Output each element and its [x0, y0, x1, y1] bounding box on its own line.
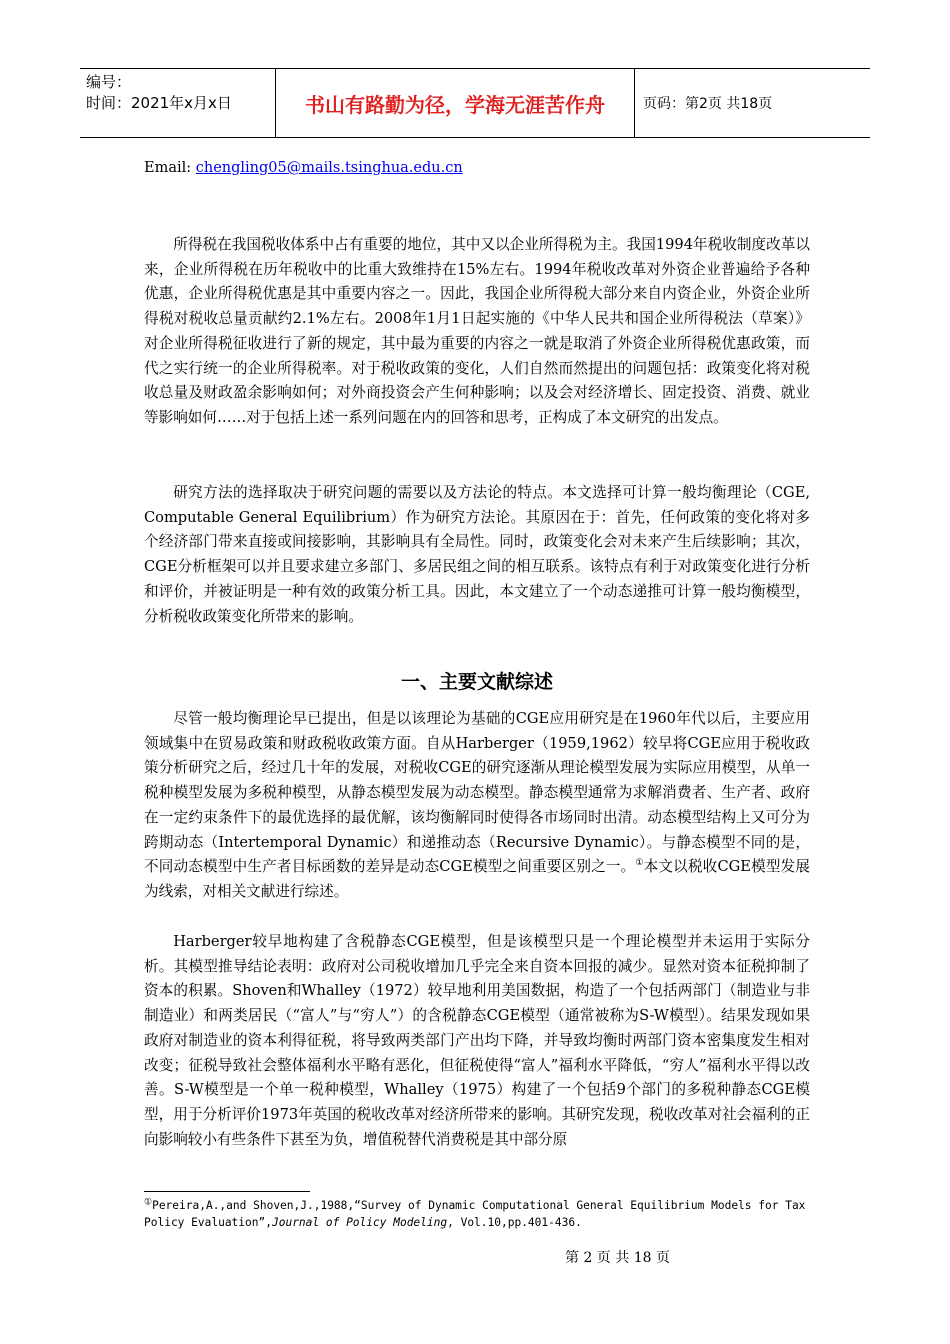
- paragraph-text-part: 本文以税收CGE模型发展为线索，对相关文献进行综述。: [144, 858, 810, 900]
- email-line: [144, 160, 463, 176]
- doc-time-label: 时间：2021年x月x日: [86, 94, 232, 112]
- email-label: Email:: [144, 160, 196, 176]
- paragraph-text: [144, 707, 810, 905]
- section-heading: 一、主要文献综述: [400, 671, 553, 693]
- footnote-text: Pereira,A.,and Shoven,J.,1988,“Survey of Dynamic Computational General Equilibrium Models for Tax Policy Evaluation”,: [144, 1199, 806, 1229]
- doc-number-label: 编号：: [86, 73, 132, 91]
- footnote-text-end: , Vol.10,pp.401-436.: [447, 1216, 582, 1229]
- paragraph-text: 研究方法的选择取决于研究问题的需要以及方法论的特点。本文选择可计算一般均衡理论（CGE, Computable General Equilibrium）作为研究方法论。其原因在于：首先，任何政策的变化将对多个经济部门带来直接或间接影响，其影响具有全局性。同时，政策变化会对未来产生后续影响；其次，CGE分析框架可以并且要求建立多部门、多居民组之间的相互联系。该特点有利于对政策变化进行分析和评价，并被证明是一种有效的政策分析工具。因此，本文建立了一个动态递推可计算一般均衡模型，分析税收政策变化所带来的影响。: [144, 484, 810, 625]
- paragraph-text-part: 尽管一般均衡理论早已提出，但是以该理论为基础的CGE应用研究是在1960年代以后，主要应用领域集中在贸易政策和财政税收政策方面。自从Harberger（1959,1962）较早将CGE应用于税收政策分析研究之后，经过几十年的发展，对税收CGE的研究逐渐从理论模型发展为实际应用模型，从单一税种模型发展为多税种模型，从静态模型发展为动态模型。静态模型通常为求解消费者、生产者、政府在一定约束条件下的最优选择的最优解，该均衡解同时使得各市场同时出清。动态模型结构上又可分为跨期动态（Intertemporal Dynamic）和递推动态（Recursive Dynamic）。与静态模型不同的是，不同动态模型中生产者目标函数的差异是动态CGE模型之间重要区别之一。: [144, 710, 810, 876]
- paragraph-text: Harberger较早地构建了含税静态CGE模型，但是该模型只是一个理论模型并未运用于实际分析。其模型推导结论表明：政府对公司税收增加几乎完全来自资本回报的减少。显然对资本征税抑制了资本的积累。Shoven和Whalley（1972）较早地利用美国数据，构造了一个包括两部门（制造业与非制造业）和两类居民（“富人”与“穷人”）的含税静态CGE模型（通常被称为S-W模型）。结果发现如果政府对制造业的资本利得征税，将导致两类部门产出均下降，并导致均衡时两部门资本密集度发生相对改变；征税导致社会整体福利水平略有恶化，但征税使得“富人”福利水平降低，“穷人”福利水平得以改善。S-W模型是一个单一税种模型，Whalley（1975）构建了一个包括9个部门的多税种静态CGE模型，用于分析评价1973年英国的税收改革对经济所带来的影响。其研究发现，税收改革对社会福利的正向影响较小有些条件下甚至为负，增值税替代消费税是其中部分原: [144, 933, 810, 1148]
- footnote-reference[interactable]: ①: [635, 858, 644, 869]
- paragraph-1: [144, 233, 810, 431]
- page-header: [80, 68, 870, 138]
- footnote-journal: Journal of Policy Modeling: [271, 1216, 448, 1229]
- paragraph-4: [144, 930, 810, 1152]
- paragraph-text: 所得税在我国税收体系中占有重要的地位，其中又以企业所得税为主。我国1994年税收制度改革以来，企业所得税在历年税收中的比重大致维持在15%左右。1994年税收改革对外资企业普遍给予各种优惠，企业所得税优惠是其中重要内容之一。因此，我国企业所得税大部分来自内资企业，外资企业所得税对税收总量贡献约2.1%左右。2008年1月1日起实施的《中华人民共和国企业所得税法（草案）》对企业所得税征收进行了新的规定，其中最为重要的内容之一就是取消了外资企业所得税优惠政策，而代之实行统一的企业所得税率。对于税收政策的变化，人们自然而然提出的问题包括：政策变化将对税收总量及财政盈余影响如何；对外商投资会产生何种影响；以及会对经济增长、固定投资、消费、就业等影响如何……对于包括上述一系列问题在内的回答和思考，正构成了本文研究的出发点。: [144, 236, 810, 426]
- header-page-label: 页码：第2页 共18页: [643, 96, 773, 112]
- page-footer-number: 第 2 页 共 18 页: [565, 1250, 670, 1266]
- email-link[interactable]: chengling05@mails.tsinghua.edu.cn: [195, 160, 463, 176]
- footnote: [144, 1197, 824, 1231]
- paragraph-2: [144, 481, 810, 629]
- footnote-marker: ①: [144, 1197, 153, 1208]
- paragraph-3: [144, 707, 810, 905]
- header-motto: 书山有路勤为径，学海无涯苦作舟: [275, 69, 635, 137]
- footnote-divider: [144, 1191, 310, 1192]
- header-left-cell: [80, 69, 275, 137]
